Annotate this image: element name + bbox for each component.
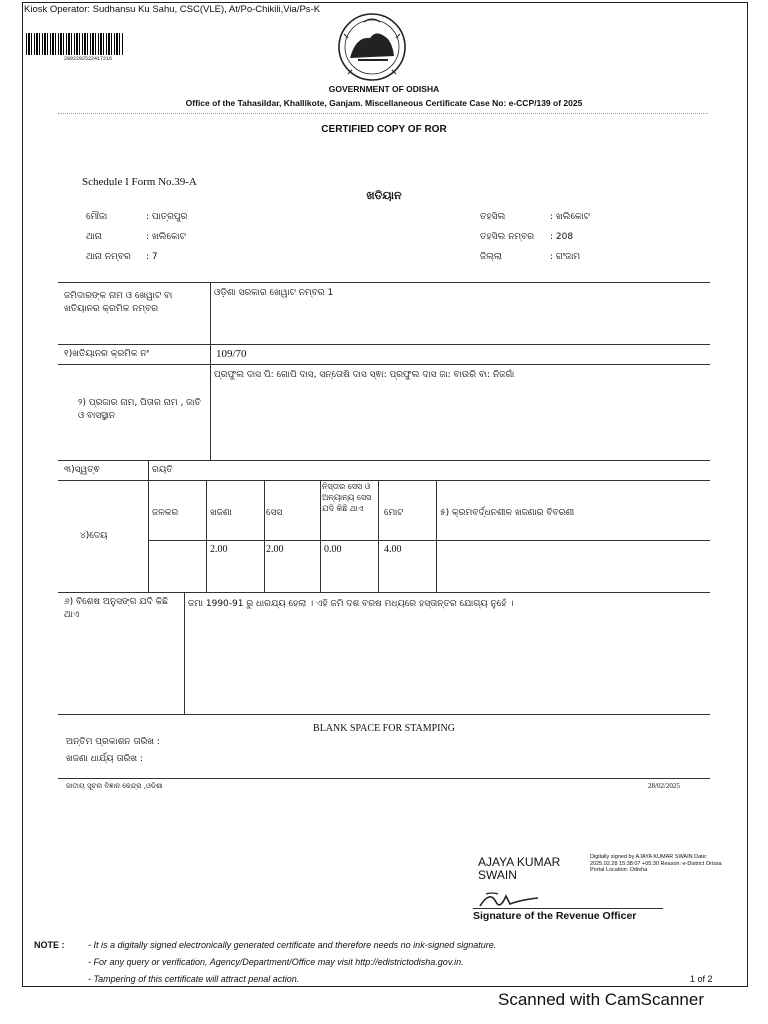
kiosk-operator: Kiosk Operator: Sudhansu Ku Sahu, CSC(VLE), At/Po-Chikili,Via/Ps-K — [24, 4, 321, 15]
footer-divider — [58, 778, 710, 779]
khatiyan-heading: ଖତିୟାନ — [366, 189, 402, 202]
tahasil-label: ତହସିଲ — [480, 212, 506, 222]
note-item-2: - For any query or verification, Agency/Department/Office may visit http://edistrictodisha.gov.in. — [88, 957, 464, 967]
dues-value-rent: 2.00 — [210, 544, 228, 555]
dues-header-other-cess: ନିସ୍ତାର ସେସ ଓ ଅନ୍ୟାନ୍ୟ ସେସ ଯଦି କିଛି ଥାଏ — [322, 482, 372, 513]
dues-header-total: ମୋଟ — [384, 508, 404, 518]
right-label: ୩)ସ୍ୱତ୍ଵ — [64, 465, 100, 475]
special-label: ୬) ବିଶେଷ ଅନୁସଙ୍ଗ ଯଦି କିଛି ଥାଏ — [64, 597, 168, 620]
signer-name: AJAYA KUMAR SWAIN — [478, 855, 561, 882]
thana-number-label: ଥାନା ନମ୍ବର — [86, 252, 131, 262]
dues-value-total: 4.00 — [384, 544, 402, 555]
digital-signature-details: Digitally signed by AJAYA KUMAR SWAIN Date: 2025.02.28 15:38:07 +05:30 Reason: e-District Orissa Portal Location: Odisha — [590, 854, 722, 873]
khatiyan-number-value: 109/70 — [216, 348, 247, 360]
mouza-label: ମୌଜା — [86, 212, 108, 222]
dues-header-cess: ସେସ — [266, 508, 283, 518]
owner-value: ଓଡ଼ିଶା ସରକାର ଖେୱାଟ ନମ୍ବର 1 — [214, 288, 334, 298]
note-label: NOTE : — [34, 940, 65, 950]
dues-header-rent: ଖଜଣା — [210, 508, 232, 518]
special-value: ଜମା 1990-91 ରୁ ଧାରଯ୍ୟ ହେଲା । ଏହି ଜମି ଦଶ ବରଷ ମଧ୍ୟରେ ହସ୍ତାନ୍ତର ଯୋଗ୍ୟ ନୁହେଁ । — [188, 599, 514, 609]
tenant-value: ପ୍ରଫୁଲ ଦାସ ପି: ଗୋପି ଦାସ, ସନ୍ତୋଷି ଦାସ ସ୍ଵା: ପ୍ରଫୁଲ ଦାସ ଜା: ବାଉରି ବା: ନିଜଗାଁ — [214, 370, 515, 380]
note-item-3: - Tampering of this certificate will attract penal action. — [88, 974, 300, 984]
footer-date: 28/02/2025 — [648, 782, 680, 790]
dotted-divider — [58, 113, 708, 114]
certificate-title: CERTIFIED COPY OF ROR — [321, 124, 447, 135]
government-heading: GOVERNMENT OF ODISHA — [328, 84, 440, 94]
thana-value: : ଖଲିକୋଟ — [146, 232, 186, 242]
signature-line — [473, 908, 663, 909]
signature-title: Signature of the Revenue Officer — [473, 910, 637, 922]
dues-value-other-cess: 0.00 — [324, 544, 342, 555]
dues-label: ୪)ଦେୟ — [80, 531, 108, 541]
page-number: 1 of 2 — [690, 974, 713, 984]
dues-value-cess: 2.00 — [266, 544, 284, 555]
barcode-number: 2802202522417216 — [64, 56, 113, 62]
district-value: : ଗଂଜାମ — [550, 252, 581, 262]
mouza-value: : ପାତ୍ରପୁର — [146, 212, 188, 222]
tenant-label: ୨) ପ୍ରଜାର ନାମ, ପିତାର ନାମ , ଜାତି ଓ ବାସସ୍ଥାନ — [78, 398, 201, 421]
tahasil-number-value: : 208 — [550, 232, 574, 242]
right-value: ରୟତି — [152, 465, 173, 475]
khatiyan-number-label: ୧)ଖତିୟାନର କ୍ରମିକ ନଂ — [64, 349, 149, 359]
tahasil-value: : ଖଲିକୋଟ — [550, 212, 590, 222]
odisha-emblem-icon — [330, 8, 414, 86]
thana-label: ଥାନା — [86, 232, 103, 242]
rent-fixed-date-label: ଖଜଣା ଧାର୍ଯ୍ୟ ତାରିଖ : — [66, 754, 143, 764]
thana-number-value: : 7 — [146, 252, 158, 262]
dues-header-water: ଜଳକର — [152, 508, 179, 518]
barcode — [26, 33, 124, 55]
office-line: Office of the Tahasildar, Khallikote, Ganjam. Miscellaneous Certificate Case No: e-CCP/139 of 2025 — [185, 98, 583, 108]
schedule-form: Schedule I Form No.39-A — [82, 176, 197, 188]
publication-date-label: ଅନ୍ତିମ ପ୍ରକାଶନ ତାରିଖ : — [66, 737, 160, 747]
owner-label: ଜମିଦାରଙ୍କ ନାମ ଓ ଖେୱାଟ ବା ଖତିୟାନର କ୍ରମିକ ନମ୍ବର — [64, 291, 173, 314]
nic-footer: ଜାତୀୟ ସୂଚନା ବିଜ୍ଞାନ କେନ୍ଦ୍ର ,ଓଡିଶା — [66, 782, 163, 790]
camscanner-watermark: Scanned with CamScanner — [498, 990, 705, 1009]
note-item-1: - It is a digitally signed electronically generated certificate and therefore needs no ink-signed signature. — [88, 940, 497, 950]
dues-header-progressive-rent: ୫) କ୍ରମବର୍ଦ୍ଧନଶୀଳ ଖଜଣାର ବିବରଣୀ — [440, 508, 575, 518]
tahasil-number-label: ତହସିଲ ନମ୍ବର — [480, 232, 535, 242]
stamping-space-label: BLANK SPACE FOR STAMPING — [313, 723, 455, 734]
ror-table — [58, 282, 710, 714]
district-label: ଜିଲ୍ଲା — [480, 252, 503, 262]
